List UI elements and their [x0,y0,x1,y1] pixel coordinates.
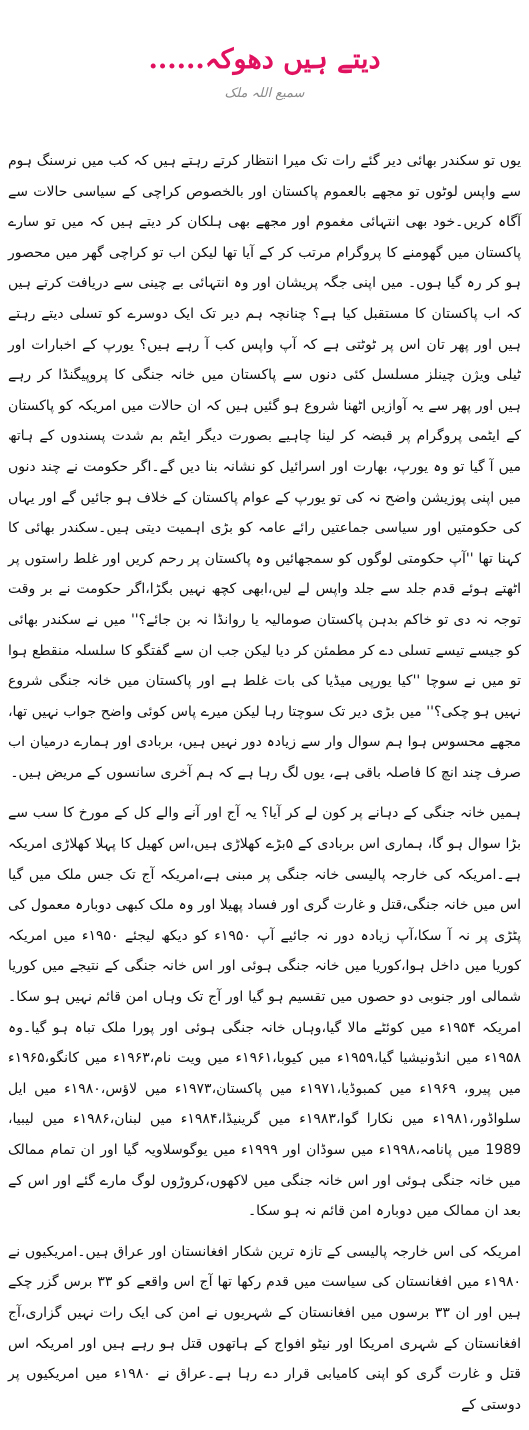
article-title: دیتے ہیں دھوکہ...... [148,44,381,75]
article-paragraph: امریکہ کی اس خارجہ پالیسی کے تازہ ترین شکار افغانستان اور عراق ہیں۔امریکیوں نے ۱۹۸۰ء میں افغانستان کی سیاست میں قدم رکھا تھا آج اس واقعے کو ۳۳ برس گزر چکے ہیں اور ان ۳۳ برسوں میں افغانستان کے شہریوں نے امن کی ایک رات نہیں گزاری،آج افغانستان کے شہری امریکا اور نیٹو افواج کے ہاتھوں قتل ہو رہے ہیں اور امریکہ اس قتل و غارت گری کو اپنی کامیابی قرار دے رہا ہے۔عراق نے ۱۹۸۰ء میں امریکیوں پر دوستی کے [8,1243,521,1413]
article-paragraph: ہمیں خانہ جنگی کے دہانے پر کون لے کر آیا؟ یہ آج اور آنے والے کل کے مورخ کا سب سے بڑا سوال ہو گا، ہماری اس بربادی کے ۵بڑے کھلاڑی ہیں،اس کھیل کا پہلا کھلاڑی امریکہ ہے۔امریکہ کی خارجہ پالیسی خانہ جنگی پر مبنی ہے،امریکہ آج تک جس ملک میں گیا اس میں خانہ جنگی،قتل و غارت گری اور فساد پھیلا اور وہ ملک کبھی دوبارہ معمول کی پٹڑی پر نہ آ سکا،آپ زیادہ دور نہ جائیے آپ ۱۹۵۰ء کو دیکھ لیجئے ۱۹۵۰ء میں امریکہ کوریا میں داخل ہوا،کوریا میں خانہ جنگی ہوئی اور اس خانہ جنگی کے نتیجے میں کوریا شمالی اور جنوبی دو حصوں میں تقسیم ہو گیا اور آج تک وہاں امن قائم نہیں ہو سکا۔امریکہ ۱۹۵۴ء میں کوئٹے مالا گیا،وہاں خانہ جنگی ہوئی اور پورا ملک تباہ ہو گیا۔وہ ۱۹۵۸ء میں انڈونیشیا گیا،۱۹۵۹ء میں کیوبا،۱۹۶۱ء میں ویت نام،۱۹۶۳ء میں کانگو،۱۹۶۵ء میں پیرو، ۱۹۶۹ء میں کمبوڈیا،۱۹۷۱ء میں پاکستان،۱۹۷۳ء میں لاؤس،۱۹۸۰ء میں ایل سلواڈور،۱۹۸۱ء میں نکارا گوا،۱۹۸۳ء میں گرینیڈا،۱۹۸۴ء میں لبنان،۱۹۸۶ء میں لیبیا، 1989 میں پانامہ،۱۹۹۸ء میں سوڈان اور ۱۹۹۹ء میں یوگوسلاویہ گیا اور ان تمام ممالک میں خانہ جنگی ہوئی اور اس خانہ جنگی میں لاکھوں،کروڑوں لوگ مارے گئے اور اس کے بعد ان ممالک میں دوبارہ امن قائم نہ ہو سکا۔ [8,805,522,1220]
article-paragraph: یوں تو سکندر بھائی دیر گئے رات تک میرا انتظار کرتے رہتے ہیں کہ کب میں نرسنگ ہوم سے واپس لوٹوں تو مجھے بالعموم پاکستان اور بالخصوص کراچی کے سیاسی حالات سے آگاہ کریں۔خود بھی انتہائی مغموم اور مجھے بھی ہلکان کر دیتے ہیں کہ میں تو سارے پاکستان میں گھومنے کا پروگرام مرتب کر کے آیا تھا لیکن اب تو کراچی گھر میں محصور ہو کر رہ گیا ہوں۔ میں اپنی جگہ پریشان اور وہ انتہائی بے چینی سے دریافت کرتے ہیں کہ اب پاکستان کا مستقبل کیا ہے؟ چنانچہ ہم دیر تک ایک دوسرے کو تسلی دیتے رہتے ہیں اور پھر تان اس پر ٹوٹتی ہے کہ آپ واپس کب آ رہے ہیں؟ یورپ کے اخبارات اور ٹیلی ویژن چینلز مسلسل کئی دنوں سے پاکستان میں خانہ جنگی کا پروپیگنڈا کر رہے ہیں اور پھر سے یہ آوازیں اٹھنا شروع ہو گئیں ہیں کہ ان حالات میں امریکہ کو پاکستان کے ایٹمی پروگرام پر قبضہ کر لینا چاہیے بصورت دیگر ایٹم بم شدت پسندوں کے ہاتھ میں آ گیا تو وہ یورپ، بھارت اور اسرائیل کو نشانہ بنا دیں گے۔اگر حکومت نے چند دنوں میں اپنی پوزیشن واضح نہ کی تو یورپ کے عوام پاکستان کے خلاف ہو جائیں گے اور یہاں کی حکومتیں اور سیاسی جماعتیں رائے عامہ کو بڑی اہمیت دیتی ہیں۔سکندر بھائی کا کہنا تھا ''آپ حکومتی لوگوں کو سمجھائیں وہ پاکستان پر رحم کریں اور غلط راستوں پر اٹھتے ہوئے قدم جلد سے جلد واپس لے لیں،ابھی کچھ نہیں بگڑا،اگر حکومت نے بر وقت توجہ نہ دی تو خاکم بدہن پاکستان صومالیہ یا روانڈا نہ بن جائے؟'' میں نے سکندر بھائی کو جیسے تیسے تسلی دے کر مطمئن کر دیا لیکن جب ان سے گفتگو کا سلسلہ منقطع ہوا تو میں نے سوچا ''کیا یورپی میڈیا کی بات غلط ہے اور پاکستان میں خانہ جنگی شروع نہیں ہو چکی؟'' میں بڑی دیر تک سوچتا رہا لیکن میرے پاس کوئی واضح جواب نہیں تھا، مجھے محسوس ہوا ہم سوال وار سے زیادہ دور نہیں ہیں، بربادی اور ہمارے درمیان اب صرف چند انچ کا فاصلہ باقی ہے، یوں لگ رہا ہے کہ ہم آخری سانسوں کے مریض ہیں۔ [8,153,521,781]
article-body [8,146,521,1430]
author-byline: سمیع اللہ ملک [224,86,305,101]
